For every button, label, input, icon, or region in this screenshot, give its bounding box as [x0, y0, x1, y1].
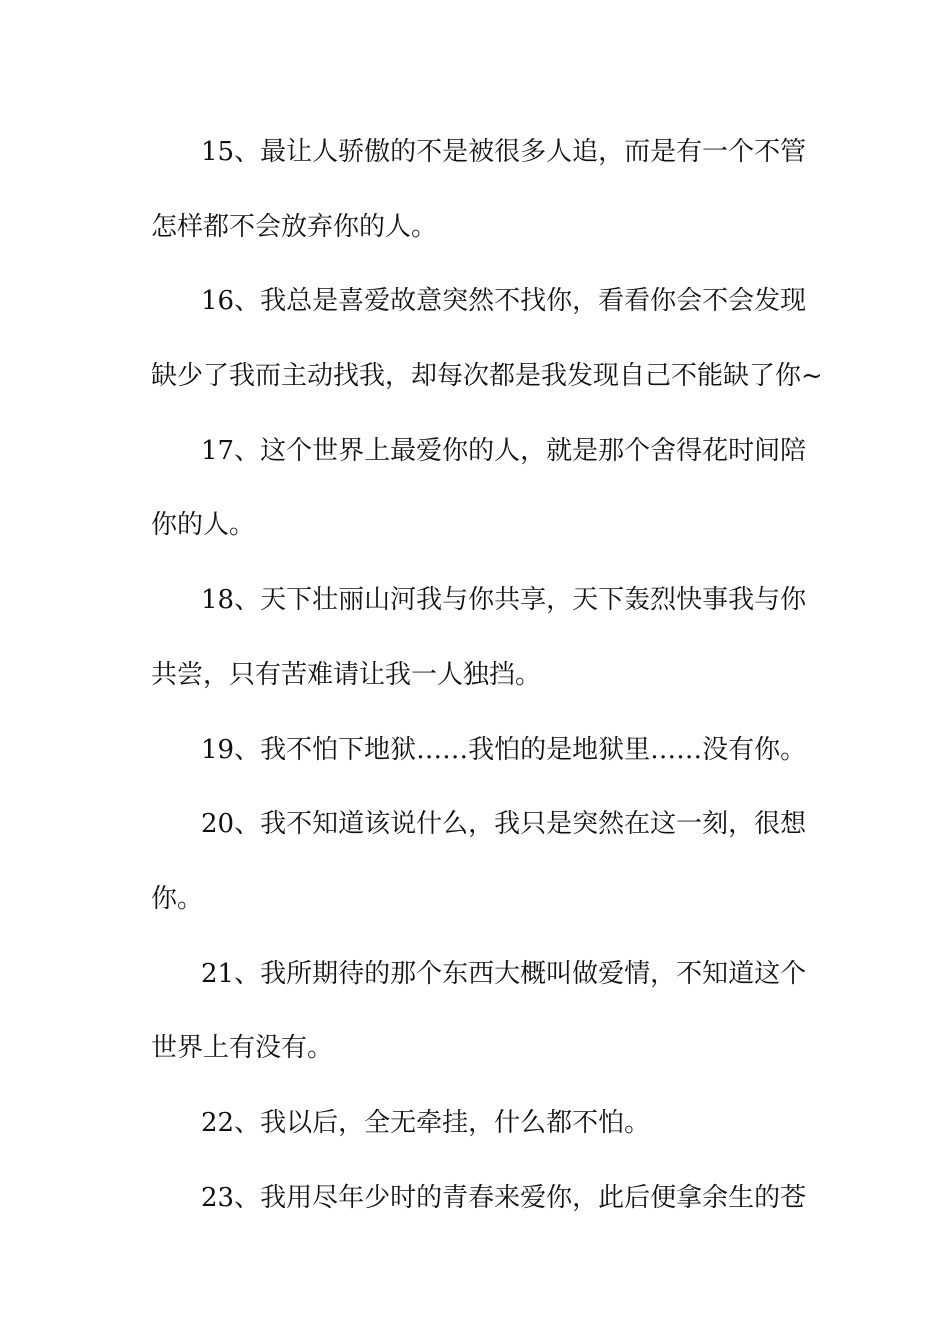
text-line-14: 22、我以后，全无牵挂，什么都不怕。 [201, 1107, 651, 1138]
text-line-13: 世界上有没有。 [151, 1033, 334, 1064]
text-line-4: 缺少了我而主动找我，却每次都是我发现自己不能缺了你~ [151, 361, 823, 392]
text-line-9: 19、我不怕下地狱……我怕的是地狱里……没有你。 [201, 734, 807, 765]
text-line-8: 共尝，只有苦难请让我一人独挡。 [151, 659, 542, 690]
text-line-10: 20、我不知道该说什么，我只是突然在这一刻，很想 [201, 809, 807, 840]
text-line-2: 怎样都不会放弃你的人。 [151, 211, 438, 242]
text-line-15: 23、我用尽年少时的青春来爱你，此后便拿余生的苍 [201, 1182, 807, 1213]
text-line-12: 21、我所期待的那个东西大概叫做爱情，不知道这个 [201, 958, 807, 989]
document-body [151, 126, 823, 1246]
text-line-1: 15、最让人骄傲的不是被很多人追，而是有一个不管 [201, 137, 807, 167]
text-line-3: 16、我总是喜爱故意突然不找你，看看你会不会发现 [201, 286, 807, 317]
text-line-11: 你。 [151, 883, 204, 914]
text-line-7: 18、天下壮丽山河我与你共享，天下轰烈快事我与你 [201, 585, 807, 616]
text-line-5: 17、这个世界上最爱你的人，就是那个舍得花时间陪 [201, 435, 807, 466]
text-line-6: 你的人。 [151, 510, 256, 541]
